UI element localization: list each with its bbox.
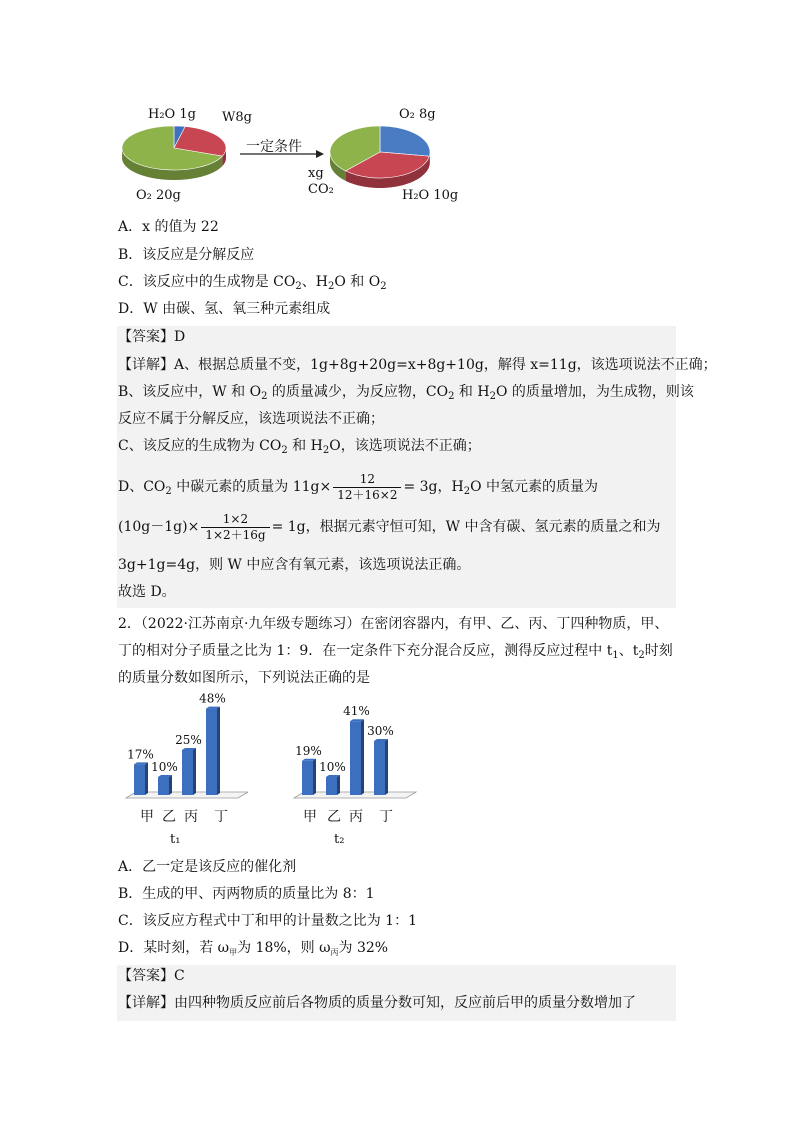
q2-option-c: C．该反应方程式中丁和甲的计量数之比为 1：1	[118, 913, 417, 929]
pie-chart-left	[118, 110, 238, 200]
q2-stem-line-3: 的质量分数如图所示，下列说法正确的是	[118, 670, 370, 686]
bar-side	[145, 762, 148, 795]
bar-乙	[326, 777, 337, 795]
bar-data-label: 10%	[151, 760, 178, 774]
arrow-icon	[240, 148, 324, 160]
chart-t2-category-labels: 甲 乙 丙 丁	[303, 809, 393, 825]
q1-option-c: C．该反应中的生成物是 $CO_2$、$H_2O$ 和 $O_2$	[118, 274, 387, 292]
bar-丁	[374, 741, 385, 795]
q1-detail-line-1: 【详解】A、根据总质量不变，1g+8g+20g=x+8g+10g，解得 x=11g，该选项说法不正确；	[118, 357, 717, 373]
bar-data-label: 30%	[367, 724, 394, 738]
q1-detail-line-8: 故选 D。	[118, 584, 176, 600]
pie-slice-o2	[380, 126, 430, 156]
bar-side	[217, 707, 220, 795]
q1-detail-line-2: B、该反应中，W 和 $O_2$ 的质量减少，为反应物，$CO_2$ 和 $H_2O$ 的质量增加，为生成物，则该	[118, 384, 694, 402]
pie-figure	[118, 100, 458, 210]
bar-乙	[158, 777, 169, 795]
bar-data-label: 41%	[343, 704, 370, 719]
pie2-label-o2: O₂ 8g	[399, 107, 436, 122]
pie2-label-x: xg	[308, 166, 324, 181]
pie1-label-w: W8g	[222, 110, 252, 125]
q2-answer: 【答案】C	[118, 968, 185, 984]
q1-option-d: D．W 由碳、氢、氧三种元素组成	[118, 301, 331, 317]
q2-stem-line-2: 丁的相对分子质量之比为 1：9．在一定条件下充分混合反应，测得反应过程中 $t_1$、$t_2$时刻	[118, 643, 673, 661]
bar-甲	[134, 764, 145, 795]
bar-side	[193, 748, 196, 795]
bar-丙	[182, 750, 193, 795]
q1-option-b: B．该反应是分解反应	[118, 247, 255, 263]
pie1-label-h2o: H₂O 1g	[148, 107, 196, 122]
q1-detail-line-7: 3g+1g=4g，则 W 中应含有氧元素，该选项说法正确。	[118, 557, 471, 573]
q2-option-d: D．某时刻，若 $\omega_甲$为 18%，则 $\omega_丙$为 32%	[118, 940, 389, 957]
bar-甲	[302, 761, 313, 795]
bar-side	[169, 775, 172, 795]
q1-option-a: A．x 的值为 22	[118, 219, 219, 235]
q1-detail-line-4: C、该反应的生成物为 $CO_2$ 和 $H_2O$，该选项说法不正确；	[118, 438, 481, 456]
bar-side	[337, 775, 340, 795]
bar-data-label: 19%	[295, 743, 322, 758]
pie2-label-h2o: H₂O 10g	[402, 188, 459, 203]
q1-detail-line-6: (10g－1g)× $\frac{1\times 2}{1\times 2+16g}$ = 1g，根据元素守恒可知，W 中含有碳、氢元素的质量之和为	[118, 511, 661, 542]
q1-detail-line-3: 反应不属于分解反应，该选项说法不正确；	[118, 411, 384, 427]
bar-data-label: 25%	[175, 733, 202, 747]
bar-data-label: 48%	[199, 691, 226, 706]
pie1-label-o2: O₂ 20g	[136, 188, 181, 203]
bar-丁	[206, 709, 217, 795]
fraction-carbon: $\frac{12}{12+16\times 2}$	[333, 472, 401, 503]
q1-detail-line-5: D、$CO_2$ 中碳元素的质量为 11g× $\frac{12}{12+16\times 2}$ = 3g，$H_2O$ 中氢元素的质量为	[118, 471, 599, 502]
bar-chart-t1	[118, 690, 248, 810]
pie2-label-co2: CO₂	[308, 182, 334, 197]
bar-丙	[350, 721, 361, 795]
bar-data-label: 17%	[127, 747, 154, 762]
q2-option-a: A．乙一定是该反应的催化剂	[118, 859, 297, 875]
fraction-hydrogen: $\frac{1\times 2}{1\times 2+16g}$	[201, 512, 269, 543]
chart-t2-xlabel: t₂	[334, 832, 345, 847]
q2-stem-line-1: 2．（2022·江苏南京·九年级专题练习）在密闭容器内，有甲、乙、丙、丁四种物质，甲、	[118, 616, 669, 632]
bar-chart-t2	[290, 690, 420, 810]
bar-side	[361, 719, 364, 795]
bar-side	[385, 739, 388, 795]
q2-detail-line-1: 【详解】由四种物质反应前后各物质的质量分数可知，反应前后甲的质量分数增加了	[118, 995, 636, 1011]
q2-option-b: B．生成的甲、丙两物质的质量比为 8：1	[118, 886, 375, 902]
bar-side	[313, 759, 316, 795]
arrow-label: 一定条件	[246, 139, 302, 155]
bar-data-label: 10%	[319, 760, 346, 774]
chart-t1-xlabel: t₁	[170, 832, 181, 847]
q1-answer: 【答案】D	[118, 329, 186, 345]
pie-chart-right	[326, 112, 436, 200]
chart-t1-category-labels: 甲 乙 丙 丁	[140, 809, 228, 825]
